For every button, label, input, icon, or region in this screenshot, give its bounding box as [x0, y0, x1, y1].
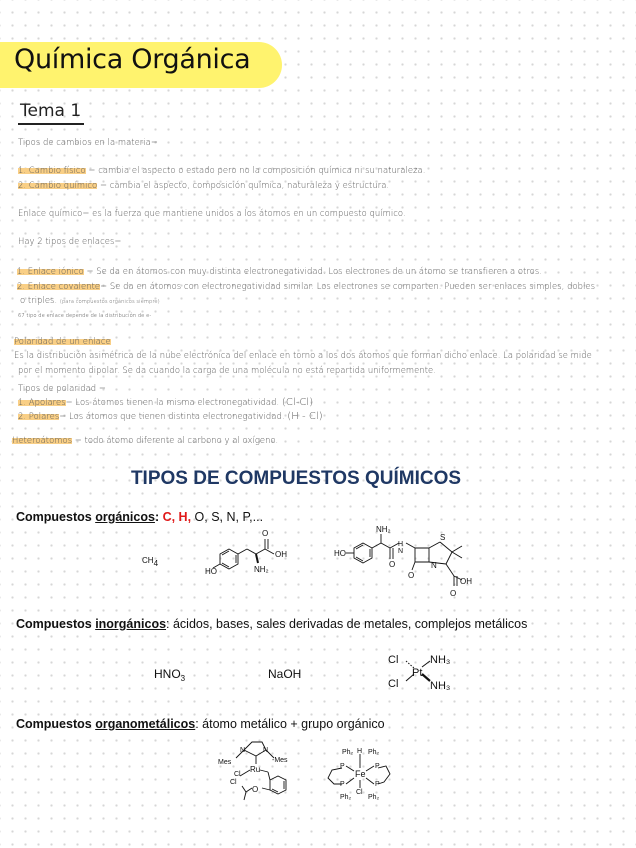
polares-example: (H - Cl) [287, 411, 323, 422]
ru-ru: Ru [250, 765, 261, 774]
ru-n-right: N [263, 747, 269, 754]
tyr-oh: OH [275, 550, 287, 559]
fe-p1: P [340, 763, 345, 770]
organicos-colon: : [154, 510, 163, 524]
organicos-rest: O, S, N, P,... [191, 510, 264, 524]
triples-text: o triples. [20, 295, 58, 305]
amox-oh: OH [460, 577, 472, 586]
ru-o: O [252, 785, 259, 794]
cis-cl1: Cl [388, 654, 399, 666]
ru-mes-left: Mes [218, 759, 232, 766]
ch4-sub: 4 [153, 559, 159, 568]
note-heteroatomos [12, 435, 278, 445]
cambio-quimico-text: = cambia el aspecto, composición química, naturaleza y estructura. [97, 180, 390, 190]
page-title: Química Orgánica [14, 44, 251, 75]
cambio-quimico-label: 2. Cambio químico [18, 180, 98, 190]
amoxicillin-structure [332, 518, 492, 600]
iron-complex-structure [320, 744, 396, 802]
organicos-red: C, H, [162, 510, 192, 524]
inorganicos-line [16, 617, 527, 631]
fe-ph2-4: Ph₂ [368, 794, 380, 801]
tyr-ho: HO [205, 567, 217, 576]
fe-p4: P [375, 781, 380, 788]
ru-cl1: Cl [234, 771, 241, 778]
hno3-sub: 3 [180, 674, 186, 683]
note-tipos-cambios: Tipos de cambios en la materia= [18, 137, 158, 147]
note-triples [20, 295, 160, 305]
ru-n-left: N [240, 747, 246, 754]
organicos-label: Compuestos [16, 510, 96, 524]
note-polares [18, 411, 323, 422]
note-cambio-fisico [18, 165, 425, 175]
cambio-fisico-label: 1. Cambio físico [18, 165, 86, 175]
amox-nh: H [398, 541, 404, 548]
enlace-ionico-text: = Se da en átomos con muy distinta electronegatividad. Los electrones de un átomo se transfieren a otros. [83, 266, 542, 276]
heteroatomos-text: = todo átomo diferente al carbono y al oxígeno. [72, 435, 279, 445]
subtitle: Tema 1 [20, 101, 82, 121]
note-polaridad-text-2: por el momento dipolar. Se da cuando la carga de una molécula no está repartida uniformemente. [18, 365, 436, 375]
organicos-line [16, 510, 263, 524]
heteroatomos-label: Heteroátomos [12, 435, 73, 445]
amox-s: S [440, 533, 446, 542]
fe-h: H [357, 748, 363, 755]
note-enlace-covalente [17, 281, 595, 291]
naoh-label: NaOH [268, 667, 302, 681]
cambio-fisico-text: = cambia el aspecto o estado pero no la composición química ni su naturaleza. [85, 165, 426, 175]
note-enlace-ionico [17, 266, 542, 276]
fe-fe: Fe [355, 769, 366, 779]
polaridad-label: Polaridad de un enlace [14, 336, 111, 346]
note-polaridad-label [14, 336, 111, 346]
amox-o2: O [408, 571, 415, 580]
note-tipo-enlace: 67 tipo de enlace depende de la distribución de e- [18, 313, 152, 319]
cis-pt: Pt [412, 667, 423, 679]
fe-cl: Cl [356, 789, 363, 796]
fe-p3: P [340, 781, 345, 788]
amox-nh2: NH₂ [376, 525, 391, 534]
enlace-ionico-label: 1. Enlace iónico [17, 266, 84, 276]
tyr-o: O [262, 529, 269, 538]
enlace-covalente-text: = Se da en átomos con electronegatividad similar. Los electrones se comparten. Pueden ser enlaces simples, dobles [100, 281, 595, 291]
ru-cl2: Cl [230, 779, 237, 786]
tyr-nh2: NH₂ [254, 565, 269, 574]
amox-o3: O [450, 589, 457, 598]
figure-heading: TIPOS DE COMPUESTOS QUÍMICOS [130, 468, 462, 489]
note-cambio-quimico [18, 180, 389, 190]
apolares-text: = Los átomos tienen la misma electronegatividad. [65, 397, 280, 407]
ch4-text: CH [142, 556, 154, 565]
ru-mes-right: -Mes [272, 757, 288, 764]
hno3-text: HNO [154, 667, 181, 681]
enlace-covalente-label: 2. Enlace covalente [17, 281, 101, 291]
note-apolares [18, 397, 313, 408]
polares-label: 2. Polares [18, 411, 60, 421]
note-enlace-quimico: Enlace químico= es la fuerza que mantiene unidos a los átomos en un compuesto químico. [18, 208, 406, 218]
fe-ph2-2: Ph₂ [368, 749, 380, 756]
inorganicos-word: inorgánicos [95, 617, 167, 631]
cis-cl2: Cl [388, 678, 399, 690]
cis-nh3-2: NH₃ [430, 680, 451, 692]
note-tipos-polaridad: Tipos de polaridad = [18, 383, 106, 393]
ruthenium-complex-structure [214, 736, 306, 806]
amox-ho: HO [334, 549, 346, 558]
fe-p2: P [375, 763, 380, 770]
note-polaridad-text-1: Es la distribución asimétrica de la nube electrónica del enlace en torno a los dos átomos que forman dicho enlace. La polaridad se mide [14, 350, 592, 360]
organicos-word: orgánicos [95, 510, 155, 524]
amox-n2: N [431, 561, 437, 570]
organometalicos-word: organometálicos [95, 717, 196, 731]
apolares-label: 1. Apolares [18, 397, 66, 407]
organometalicos-label: Compuestos [16, 717, 96, 731]
hno3-label [154, 667, 185, 683]
organometalicos-rest: : átomo metálico + grupo orgánico [195, 717, 385, 731]
amox-n: N [398, 548, 404, 555]
fe-ph2-3: Ph₂ [340, 794, 352, 801]
triples-note: (para compuestos orgánicos siempre) [59, 299, 160, 305]
polares-text: = Los átomos que tienen distinta electronegatividad. [59, 411, 285, 421]
cis-nh3-1: NH₃ [430, 654, 451, 666]
ch4-label [142, 556, 158, 568]
tyrosine-structure [198, 524, 314, 580]
inorganicos-rest: : ácidos, bases, sales derivadas de metales, complejos metálicos [166, 617, 528, 631]
subtitle-underline [18, 123, 84, 125]
note-hay-2-tipos: Hay 2 tipos de enlaces= [18, 236, 122, 246]
amox-o1: O [389, 560, 396, 569]
fe-ph2-1: Ph₂ [342, 749, 354, 756]
organometalicos-line [16, 717, 385, 731]
cisplatin-structure [384, 648, 468, 694]
inorganicos-label: Compuestos [16, 617, 96, 631]
apolares-example: (Cl-Cl) [281, 397, 314, 408]
